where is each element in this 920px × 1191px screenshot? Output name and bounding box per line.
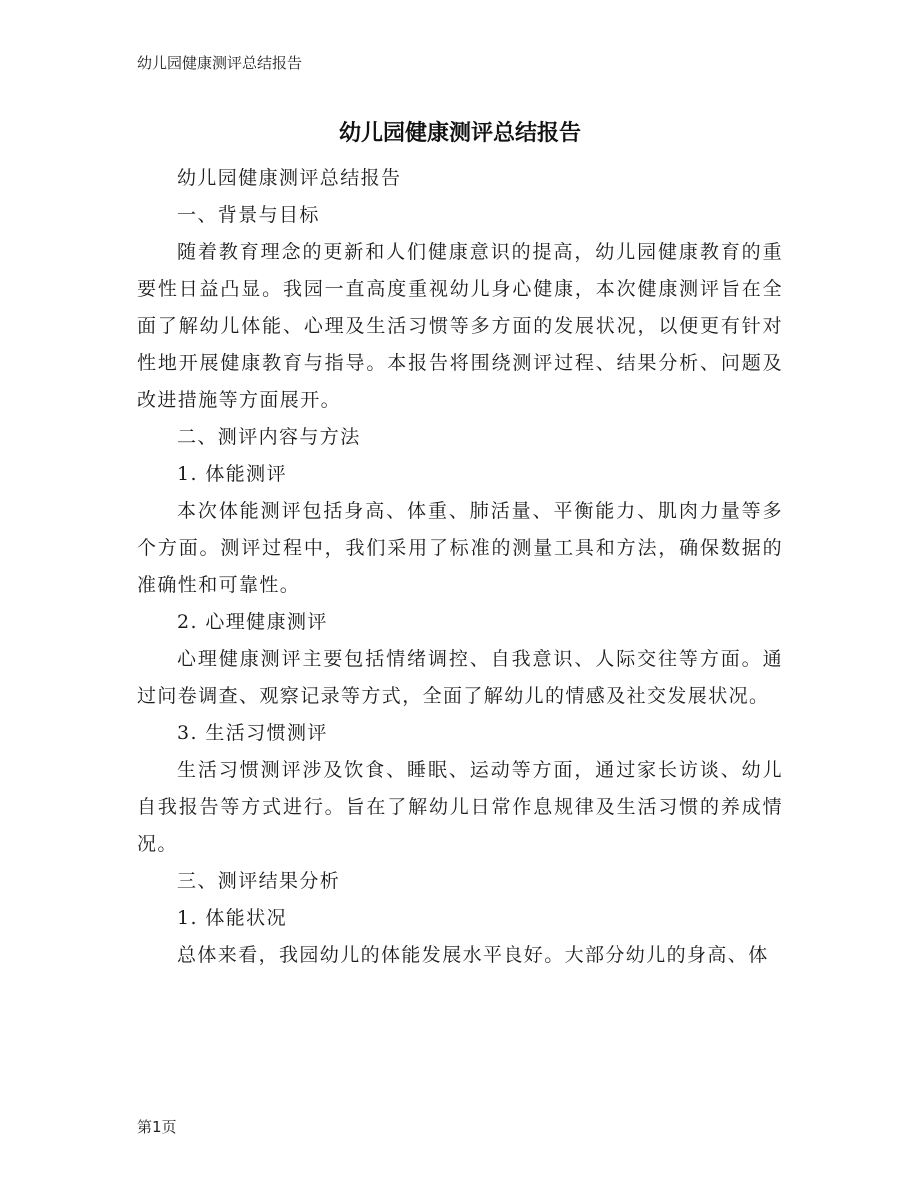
page-number: 第1页 xyxy=(137,1118,177,1136)
document-title: 幼儿园健康测评总结报告 xyxy=(338,121,581,146)
document-body xyxy=(137,160,783,974)
paragraph-intro-title: 幼儿园健康测评总结报告 xyxy=(177,167,402,189)
subheading-habits-test: 3. 生活习惯测评 xyxy=(177,722,328,744)
subheading-mental-test: 2. 心理健康测评 xyxy=(177,611,328,633)
section-heading-background: 一、背景与目标 xyxy=(177,204,320,226)
section-heading-results: 三、测评结果分析 xyxy=(177,870,341,892)
paragraph-physical-status: 总体来看，我园幼儿的体能发展水平良好。大部分幼儿的身高、体 xyxy=(177,944,769,966)
paragraph-physical-test: 本次体能测评包括身高、体重、肺活量、平衡能力、肌肉力量等多个方面。测评过程中，我们采用了标准的测量工具和方法，确保数据的准确性和可靠性。 xyxy=(137,500,783,596)
subheading-physical-status: 1. 体能状况 xyxy=(177,907,287,929)
paragraph-mental-test: 心理健康测评主要包括情绪调控、自我意识、人际交往等方面。通过问卷调查、观察记录等方式，全面了解幼儿的情感及社交发展状况。 xyxy=(137,648,783,707)
paragraph-habits-test: 生活习惯测评涉及饮食、睡眠、运动等方面，通过家长访谈、幼儿自我报告等方式进行。旨在了解幼儿日常作息规律及生活习惯的养成情况。 xyxy=(137,759,783,855)
section-heading-content-methods: 二、测评内容与方法 xyxy=(177,426,361,448)
running-header: 幼儿园健康测评总结报告 xyxy=(137,54,303,72)
subheading-physical-test: 1. 体能测评 xyxy=(177,463,287,485)
paragraph-background: 随着教育理念的更新和人们健康意识的提高，幼儿园健康教育的重要性日益凸显。我园一直高度重视幼儿身心健康，本次健康测评旨在全面了解幼儿体能、心理及生活习惯等多方面的发展状况，以便更有针对性地开展健康教育与指导。本报告将围绕测评过程、结果分析、问题及改进措施等方面展开。 xyxy=(137,241,783,411)
